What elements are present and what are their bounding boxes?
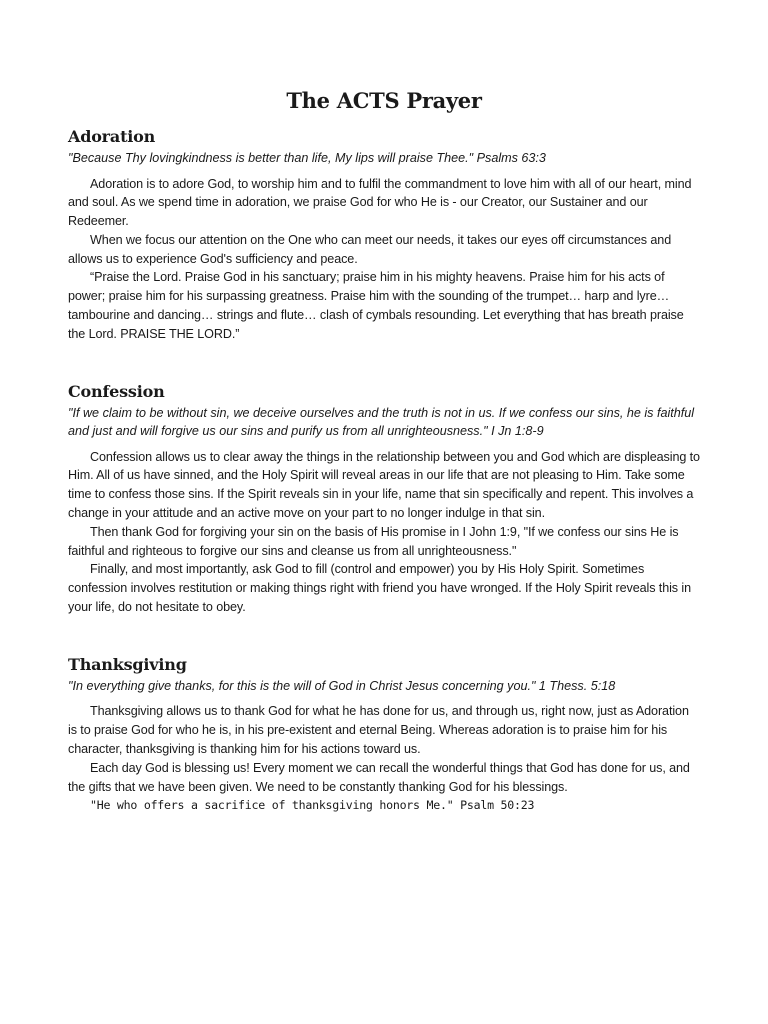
paragraph: Thanksgiving allows us to thank God for what he has done for us, and through us, right now, just as Adoration is to praise God for who he is, in his pre-existent and eternal Being. Whereas adoration is to praise him for his character, thanksgiving is thanking him for his actions toward us. (68, 704, 689, 756)
document-page (68, 88, 700, 853)
section-heading-thanksgiving: Thanksgiving (68, 654, 187, 674)
paragraph: When we focus our attention on the One who can meet our needs, it takes our eyes off circumstances and allows us to experience God's sufficiency and peace. (68, 232, 672, 266)
section-heading-adoration: Adoration (68, 127, 156, 146)
paragraph: “Praise the Lord. Praise God in his sanctuary; praise him in his mighty heavens. Praise him for his acts of power; praise him for his surpassing greatness. Praise him with the sounding of the trumpet… harp and lyre… tambourine and dancing… strings and flute… clash of cymbals resounding. Let everything that has breath praise the Lord. PRAISE THE LORD.” (68, 270, 684, 341)
scripture-quote-thanksgiving: "In everything give thanks, for this is the will of God in Christ Jesus concerning you." 1 Thess. 5:18 (68, 678, 616, 693)
paragraph: Adoration is to adore God, to worship him and to fulfil the commandment to love him with all of our heart, mind and soul. As we spend time in adoration, we praise God for who He is - our Creator, our Sustainer and our Redeemer. (68, 176, 692, 229)
section-heading-confession: Confession (68, 381, 165, 401)
paragraph: Finally, and most importantly, ask God to fill (control and empower) you by His Holy Spirit. Sometimes confession involves restitution or making things right with friend you have wronged. If the Holy Spirit reveals this in your life, do not hesitate to obey. (68, 562, 691, 615)
section-confession (68, 382, 700, 617)
section-adoration (68, 127, 700, 344)
scripture-quote-adoration: "Because Thy lovingkindness is better than life, My lips will praise Thee." Psalms 63:3 (68, 151, 546, 165)
paragraph: Each day God is blessing us! Every moment we can recall the wonderful things that God has done for us, and the gifts that we have been given. We need to be constantly thanking God for his blessings. (68, 760, 690, 794)
paragraph: Confession allows us to clear away the things in the relationship between you and God which are displeasing to Him. All of us have sinned, and the Holy Spirit will reveal areas in our life that are not pleasing to Him. Take some time to confess those sins. If the Spirit reveals sin in your life, name that sin specifically and repent. This involves a change in your attitude and an active move on your part to no longer indulge in that sin. (68, 449, 700, 521)
section-thanksgiving (68, 655, 700, 815)
scripture-quote-confession: "If we claim to be without sin, we deceive ourselves and the truth is not in us. If we confess our sins, he is faithful and just and will forgive us our sins and purify us from all unrighteousness." I Jn 1:8-9 (68, 405, 695, 439)
document-title: The ACTS Prayer (286, 88, 482, 113)
paragraph: Then thank God for forgiving your sin on the basis of His promise in I John 1:9, "If we confess our sins He is faithful and righteous to forgive our sins and cleanse us from all unrighteousness." (68, 524, 679, 558)
paragraph-scripture-citation: "He who offers a sacrifice of thanksgiving honors Me." Psalm 50:23 (90, 798, 535, 813)
